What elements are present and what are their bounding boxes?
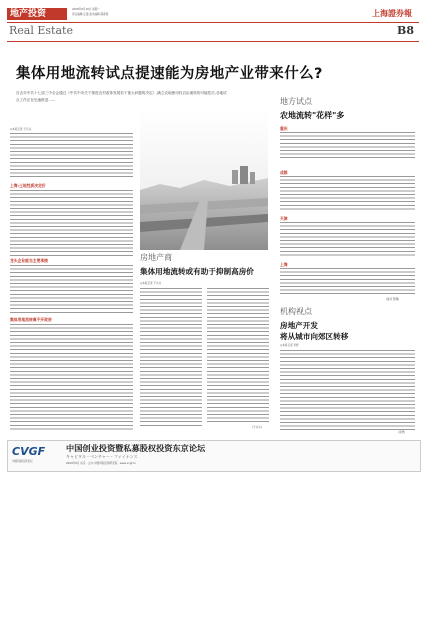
local-pilot-section: 地方试点	[280, 97, 312, 106]
ad-logo: CVGF	[12, 445, 46, 458]
ad-subtitle: キャピタル・ベンチャー・ファイナンス	[66, 454, 138, 459]
main-body-block-4	[10, 324, 133, 432]
main-body-block-2	[10, 190, 133, 256]
land-photo	[140, 110, 268, 250]
masthead-rule-2	[7, 41, 419, 42]
center-section: 房地产商	[140, 253, 172, 262]
chengdu-body	[280, 176, 415, 210]
ad-title: 中国创业投资暨私募股权投资东京论坛	[66, 443, 206, 453]
place-shanghai: 上海	[280, 262, 288, 267]
intro-text: 自去年中共十七届三中全会通过《中共中央关于推进农村改革发展若干重大问题的决定》,确立农地使用权自由流转的可能性后,各地试点工作正在迅速推进……	[16, 91, 227, 102]
views-section: 机构视点	[280, 307, 312, 316]
masthead-rule	[7, 22, 419, 23]
ad-logo-sub: 中国风险投资论坛	[12, 460, 33, 463]
place-chongqing: 重庆	[280, 126, 288, 131]
ad-footer: 2009年8月 东京 · 主办:中国风险投资研究院 · www.vcgf.cn	[66, 462, 136, 465]
place-chengdu: 成都	[280, 170, 288, 175]
main-byline: ◎本报记者 于兵兵	[10, 128, 32, 131]
main-body-block-3	[10, 265, 133, 315]
section-en: Real Estate	[9, 24, 73, 37]
shanghai-body	[280, 268, 415, 296]
center-body-col-2	[207, 288, 269, 422]
local-pilot-credit: (鲁远 整理)	[386, 298, 400, 301]
tianjin-body	[280, 222, 415, 256]
main-subhead-1: 上海:土地性质决定价	[10, 183, 46, 188]
ad-box	[7, 440, 421, 472]
paper-logo: 上海證券報	[372, 9, 412, 18]
center-title: 集体用地流转或有助于抑制高房价	[140, 267, 254, 276]
local-pilot-title: 农地流转"花样"多	[280, 111, 345, 120]
center-byline: ◎本报记者 于兵兵	[140, 282, 162, 285]
main-subhead-3: 集体用地流转离不开政府	[10, 317, 52, 322]
views-byline: ◎本报记者 李舒	[280, 344, 299, 347]
views-title-1: 房地产开发	[280, 321, 318, 330]
headline: 集体用地流转试点提速能为房地产业带来什么?	[16, 66, 323, 82]
main-body-block-1	[10, 133, 133, 179]
views-credit: (李舒)	[398, 431, 406, 434]
page-number: B8	[397, 24, 414, 37]
center-credit: (于兵兵)	[252, 426, 262, 429]
views-body	[280, 350, 415, 430]
place-tianjin: 天津	[280, 216, 288, 221]
issue-date: 2008年8月18日 星期一	[72, 8, 100, 11]
editor-line: 责任编辑:汪强 美术编辑:郝春燕	[72, 13, 109, 16]
chongqing-body	[280, 132, 415, 160]
center-body-col-1	[140, 288, 202, 426]
section-tag: 地产投资	[10, 9, 47, 19]
views-title-2: 将从城市向郊区转移	[280, 332, 349, 341]
main-subhead-2: 龙头企业能当主要承接	[10, 258, 48, 263]
